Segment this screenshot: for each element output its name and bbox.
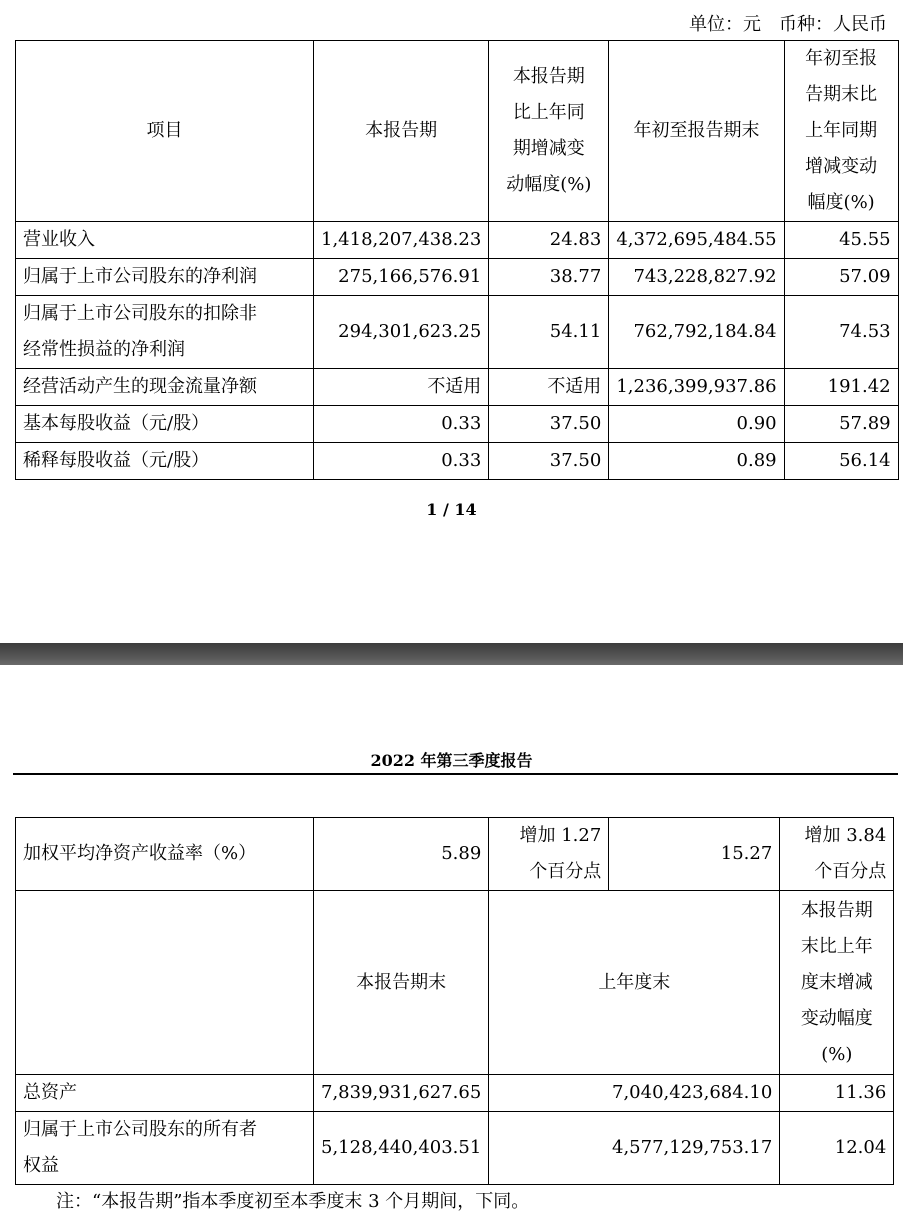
page-header-title: 2022 年第三季度报告 xyxy=(370,751,533,770)
row-current-end: 7,839,931,627.65 xyxy=(314,1075,489,1112)
header-ytd: 年初至报告期末 xyxy=(609,41,784,222)
header-current-change: 本报告期 比上年同 期增减变 动幅度(%) xyxy=(489,41,609,222)
table-row xyxy=(16,222,899,259)
roe-item: 加权平均净资产收益率（%） xyxy=(16,818,314,891)
financial-table-2 xyxy=(15,817,894,1185)
roe-ytd: 15.27 xyxy=(609,818,780,891)
row-ytd-change: 74.53 xyxy=(784,296,898,369)
row-ytd-change: 57.09 xyxy=(784,259,898,296)
row-ytd: 1,236,399,937.86 xyxy=(609,369,784,406)
financial-table-1 xyxy=(15,40,899,480)
row-current-change: 37.50 xyxy=(489,406,609,443)
row-current-change: 37.50 xyxy=(489,443,609,480)
row-ytd-change: 56.14 xyxy=(784,443,898,480)
row-ytd: 743,228,827.92 xyxy=(609,259,784,296)
row-current: 0.33 xyxy=(314,443,489,480)
footnote: 注：“本报告期”指本季度初至本季度末 3 个月期间，下同。 xyxy=(56,1191,530,1212)
unit-currency-line: 单位：元 币种：人民币 xyxy=(689,14,887,35)
roe-row xyxy=(16,818,894,891)
page-separator xyxy=(0,643,903,665)
row-ytd: 0.90 xyxy=(609,406,784,443)
table-row xyxy=(16,406,899,443)
row-current-change: 不适用 xyxy=(489,369,609,406)
row-item: 总资产 xyxy=(16,1075,314,1112)
header-current-end: 本报告期末 xyxy=(314,891,489,1075)
row-prior-year-end: 4,577,129,753.17 xyxy=(489,1112,780,1185)
row-item: 归属于上市公司股东的净利润 xyxy=(16,259,314,296)
header-change: 本报告期 末比上年 度末增减 变动幅度 (%) xyxy=(780,891,894,1075)
row-current-end: 5,128,440,403.51 xyxy=(314,1112,489,1185)
roe-ytd-change: 增加 3.84 个百分点 xyxy=(780,818,894,891)
row-ytd-change: 57.89 xyxy=(784,406,898,443)
table-header-row xyxy=(16,891,894,1075)
roe-current: 5.89 xyxy=(314,818,489,891)
header-item: 项目 xyxy=(16,41,314,222)
row-current-change: 24.83 xyxy=(489,222,609,259)
row-ytd: 762,792,184.84 xyxy=(609,296,784,369)
row-item: 归属于上市公司股东的扣除非 经常性损益的净利润 xyxy=(16,296,314,369)
row-item: 归属于上市公司股东的所有者 权益 xyxy=(16,1112,314,1185)
row-ytd-change: 45.55 xyxy=(784,222,898,259)
roe-current-change: 增加 1.27 个百分点 xyxy=(489,818,609,891)
header-item-blank xyxy=(16,891,314,1075)
header-current-period: 本报告期 xyxy=(314,41,489,222)
table-row xyxy=(16,443,899,480)
row-change: 11.36 xyxy=(780,1075,894,1112)
header-ytd-change: 年初至报 告期末比 上年同期 增减变动 幅度(%) xyxy=(784,41,898,222)
row-current: 1,418,207,438.23 xyxy=(314,222,489,259)
page-number: 1 / 14 xyxy=(426,500,477,519)
row-current: 0.33 xyxy=(314,406,489,443)
row-ytd-change: 191.42 xyxy=(784,369,898,406)
table-row xyxy=(16,259,899,296)
row-item: 基本每股收益（元/股） xyxy=(16,406,314,443)
header-prior-year-end: 上年度末 xyxy=(489,891,780,1075)
row-ytd: 4,372,695,484.55 xyxy=(609,222,784,259)
row-item: 营业收入 xyxy=(16,222,314,259)
row-prior-year-end: 7,040,423,684.10 xyxy=(489,1075,780,1112)
row-item: 经营活动产生的现金流量净额 xyxy=(16,369,314,406)
row-ytd: 0.89 xyxy=(609,443,784,480)
row-current: 294,301,623.25 xyxy=(314,296,489,369)
row-item: 稀释每股收益（元/股） xyxy=(16,443,314,480)
row-current-change: 54.11 xyxy=(489,296,609,369)
table-row xyxy=(16,369,899,406)
row-current: 275,166,576.91 xyxy=(314,259,489,296)
table-row xyxy=(16,1075,894,1112)
row-current: 不适用 xyxy=(314,369,489,406)
table-row xyxy=(16,296,899,369)
header-rule xyxy=(13,773,898,775)
row-change: 12.04 xyxy=(780,1112,894,1185)
table-header-row xyxy=(16,41,899,222)
row-current-change: 38.77 xyxy=(489,259,609,296)
table-row xyxy=(16,1112,894,1185)
